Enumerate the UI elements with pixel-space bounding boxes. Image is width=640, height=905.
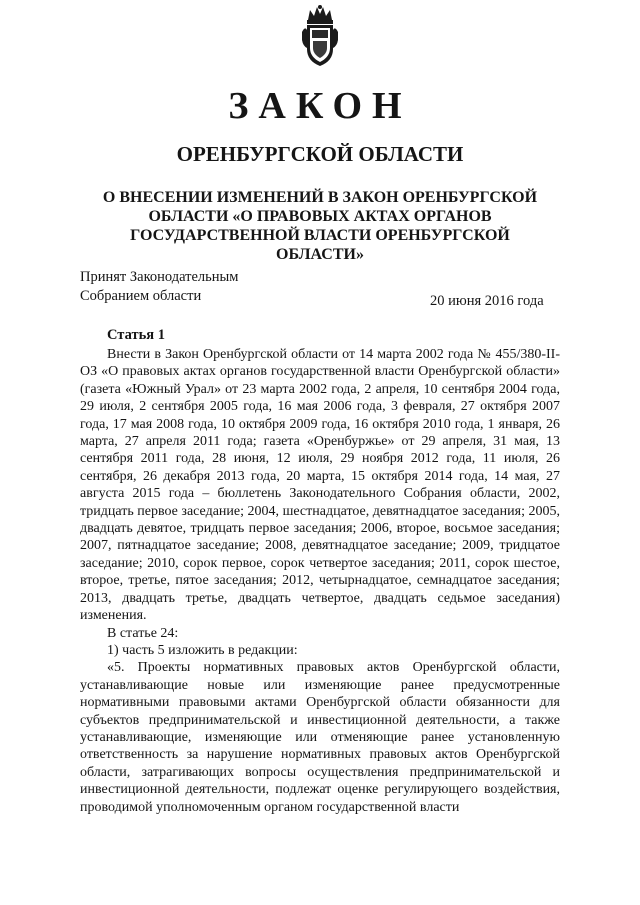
adoption-note	[80, 268, 238, 306]
article-heading: Статья 1	[107, 327, 165, 343]
adoption-line-1: Принят Законодательным	[80, 269, 239, 285]
paragraph: «5. Проекты нормативных правовых актов Оренбургской области, устанавливающие новые или изменяющие ранее предусмотренные нормативными правовыми актами Оренбургской области обязанности для субъектов предпринимательской и инвестиционной деятельности, а также устанавливающие, изменяющие или отменяющие ранее установленную ответственность за нарушение нормативных правовых актов Оренбургской области, затрагивающих вопросы осуществления предпринимательской и инвестиционной деятельности, подлежат оценке регулирующего воздействия, проводимой уполномоченным органом государственной власти	[80, 660, 560, 815]
orenburg-coat-of-arms-icon	[299, 4, 341, 68]
paragraph: 1) часть 5 изложить в редакции:	[107, 642, 298, 658]
paragraph: Внести в Закон Оренбургской области от 14 марта 2002 года № 455/380-II-ОЗ «О правовых актах органов государственной власти Оренбургской области» (газета «Южный Урал» от 23 марта 2002 года, 2 апреля, 10 сентября 2004 года, 29 июля, 2 сентября 2005 года, 16 мая 2006 года, 3 февраля, 27 октября 2007 года, 17 мая 2008 года, 10 октября 2009 года, 16 октября 2010 года, 1 января, 26 марта, 27 апреля 2011 года; газета «Оренбуржье» от 29 апреля, 31 мая, 13 сентября 2011 года, 28 июня, 12 июля, 29 ноября 2012 года, 11 июля, 26 сентября, 26 декабря 2013 года, 20 марта, 15 октября 2014 года, 14 мая, 27 августа 2015 года – бюллетень Законодательного Собрания области, 2002, тридцать первое заседание; 2004, шестнадцатое, девятнадцатое заседания; 2005, двадцать девятое, тридцать первое заседания; 2006, второе, восьмое заседания; 2007, пятнадцатое заседание; 2008, девятнадцатое заседание; 2009, тридцатое заседание; 2010, сорок первое, сорок четвертое заседания; 2011, сорок шестое, второе, третье, пятое заседания; 2012, четырнадцатое, семнадцатое заседания; 2013, двадцать третье, двадцать четвертое, двадцать седьмое заседания) изменения.	[80, 347, 560, 624]
adoption-line-2: Собранием области	[80, 288, 202, 304]
paragraph: В статье 24:	[107, 625, 179, 641]
coat-of-arms-emblem	[299, 4, 341, 68]
article-body	[80, 346, 560, 816]
law-subject-heading: О ВНЕСЕНИИ ИЗМЕНЕНИЙ В ЗАКОН ОРЕНБУРГСКОЙ ОБЛАСТИ «О ПРАВОВЫХ АКТАХ ОРГАНОВ ГОСУДАРСТВЕННОЙ ВЛАСТИ ОРЕНБУРГСКОЙ ОБЛАСТИ»	[102, 189, 538, 263]
adoption-date: 20 июня 2016 года	[430, 293, 544, 309]
document-type-title: ЗАКОН	[228, 85, 412, 127]
region-title: ОРЕНБУРГСКОЙ ОБЛАСТИ	[176, 142, 464, 166]
